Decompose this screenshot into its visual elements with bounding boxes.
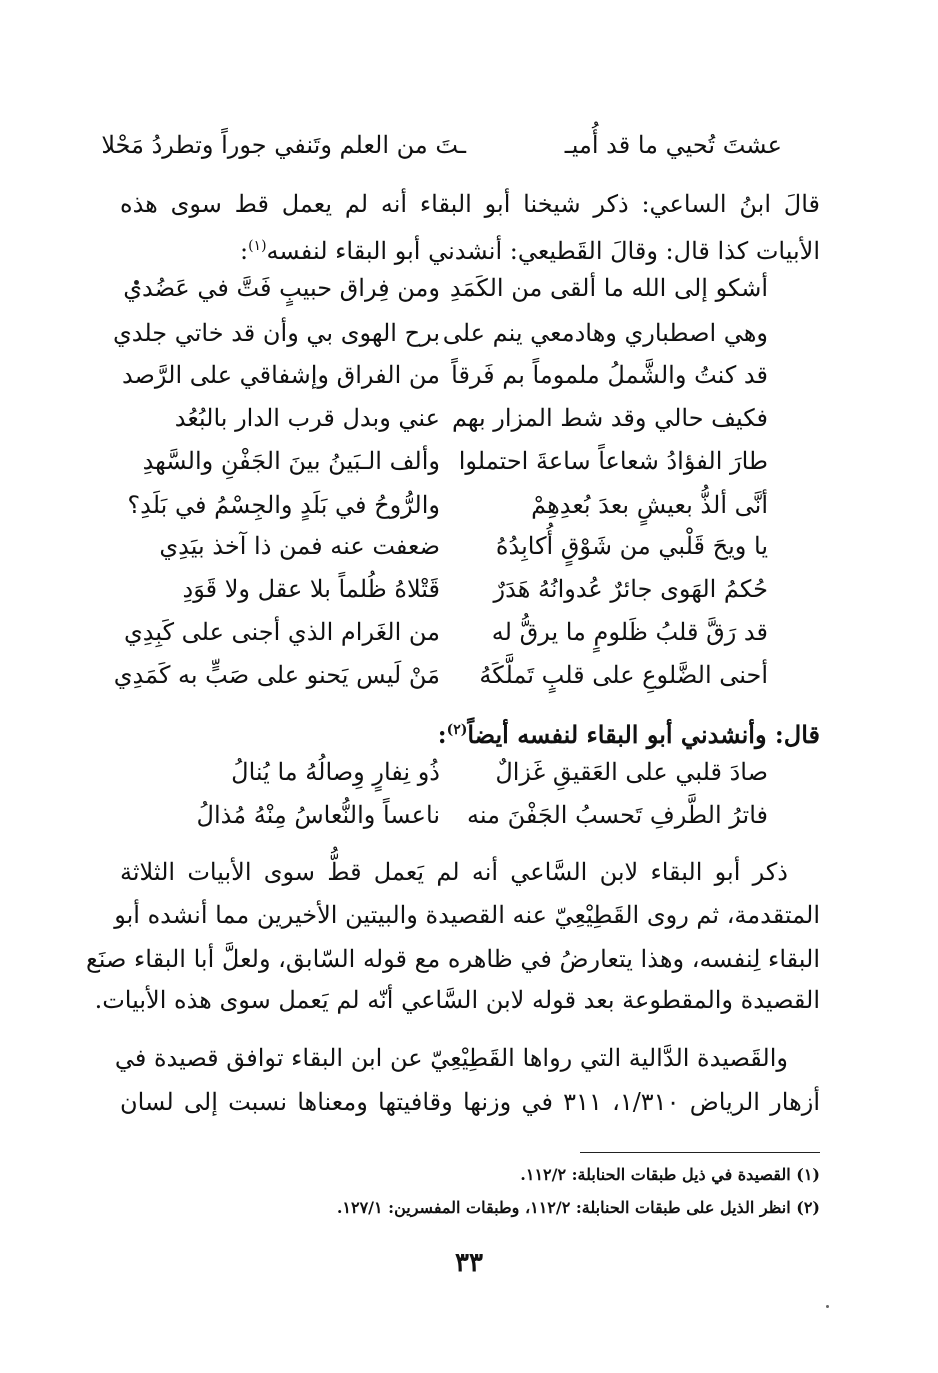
stray-speck: [826, 1305, 829, 1308]
footnote-separator: [580, 1152, 820, 1153]
para3-line4: القصيدة والمقطوعة بعد قوله لابن السَّاعي أنّه لم يَعمل سوى هذه الأبيات.: [94, 986, 820, 1014]
poem1-verse5-right: طارَ الفؤادُ شعاعاً ساعةَ احتملوا: [458, 447, 768, 475]
poem1-verse3-right: قد كنتُ والشَّملُ ملموماً بم فَرقاً: [451, 361, 768, 389]
poem1-verse10-left: مَنْ لَيس يَحنو على صَبٍّ به كَمَدِي: [113, 661, 440, 689]
para1-colon: :: [239, 237, 249, 265]
poem1-verse4-left: عني وبدل قرب الدار بالبُعُد: [174, 404, 440, 432]
poem1-verse7-right: يا ويحَ قَلْبي من شَوْقٍ أُكابِدُهُ: [495, 532, 768, 560]
poem2-verse2-right: فاترُ الطَّرفِ تَحسبُ الجَفْنَ منه: [466, 801, 768, 829]
poem1-verse3-left: من الفراق وإشفاقي على الرَّصد: [121, 361, 440, 389]
opening-verse-right: عشتَ تُحيي ما قد أُميـ: [564, 131, 782, 159]
poem1-verse4-right: فكيف حالي وقد شط المزار بهم: [451, 404, 768, 432]
footnote-1: (١) القصيدة في ذيل طبقات الحنابلة: ١١٢/٢.: [520, 1165, 820, 1184]
para2-colon: :: [437, 720, 447, 749]
para1-line2-text: الأبيات كذا قال: وقالَ القَطيعي: أنشدني أبو البقاء لنفسه: [266, 237, 820, 265]
para1-line1: قالَ ابنُ الساعي: ذكر شيخنا أبو البقاء أنه لم يعمل قط سوى هذه: [120, 190, 820, 218]
poem2-verse2-left: ناعساً والنُّعاسُ مِنْهُ مُذالُ: [196, 801, 440, 829]
para1-line2: [240, 226, 820, 271]
poem1-verse2-right: وهي اصطباري وهادمعي ينم على: [442, 319, 768, 347]
opening-verse-left: ـتَ من العلم وتَنفي جوراً وتطردُ مَحْلا: [101, 131, 466, 159]
poem1-verse8-right: حُكمُ الهَوى جائرٌ عُدوانُهُ هَدَرٌ: [493, 575, 768, 603]
poem1-verse9-left: من الغَرام الذي أجنى على كَبِدِي: [123, 618, 440, 646]
poem2-verse1-right: صادَ قلبي على العَقيقِ غَزالٌ: [495, 758, 768, 786]
poem1-verse8-left: قَتْلاهُ ظُلماً بلا عقل ولا قَوَدِ: [182, 575, 440, 603]
para2-line: [438, 710, 820, 755]
poem1-verse2-left: برح الهوى بي وأن قد خاتي جلدي: [112, 319, 440, 347]
poem1-verse6-right: أنَّى ألذُّ بعيشٍ بعدَ بُعدِهِمْ: [531, 491, 768, 519]
poem1-verse6-left: والرُّوحُ في بَلَدٍ والجِسْمُ في بَلَدِ؟: [127, 491, 440, 519]
para3-line2: المتقدمة، ثم روى القَطِيْعِيّ عنه القصيدة والبيتين الأخيرين مما أنشده أبو: [114, 901, 820, 929]
poem2-verse1-left: ذُو نِفارٍ وِصالُهُ ما يُنالُ: [231, 758, 440, 786]
para3-line3: البقاء لِنفسه، وهذا يتعارضُ في ظاهره مع قوله السّابق، ولعلَّ أبا البقاء صنَع: [85, 945, 820, 973]
footnote-2: (٢) انظر الذيل على طبقات الحنابلة: ١١٢/٢، وطبقات المفسرين: ١٢٧/١.: [336, 1198, 820, 1217]
poem1-verse1-right: أشكو إلى الله ما ألقى من الكَمَدِ: [449, 274, 768, 302]
poem1-verse1-left: ومن فِراق حبيبٍ فَتَّ في عَضُدي: [123, 274, 440, 302]
poem1-verse10-right: أحنى الضَّلوعِ على قلبٍ تَملَّكَهُ: [479, 661, 768, 689]
para4-line1: والقَصيدة الدَّالية التي رواها القَطِيْعِيّ عن ابن البقاء توافق قصيدة في: [114, 1044, 788, 1072]
para2-text: قال: وأنشدني أبو البقاء لنفسه أيضاً: [467, 720, 820, 749]
page-number: ٣٣: [455, 1248, 483, 1278]
footnote-ref-1[interactable]: (١): [248, 238, 267, 254]
para4-line2: أزهار الرياض ١/٣١٠، ٣١١ في وزنها وقافيتها ومعناها نسبت إلى لسان: [120, 1088, 820, 1116]
poem1-verse5-left: وألف الـبَينُ بينَ الجَفْنِ والسَّهدِ: [142, 447, 440, 475]
footnote-ref-2[interactable]: (٢): [446, 722, 468, 738]
para3-line1: ذكر أبو البقاء لابن السَّاعي أنه لم يَعمل قطُّ سوى الأبيات الثلاثة: [120, 858, 788, 886]
poem1-verse9-right: قد رَقَّ قلبُ ظَلومٍ ما يرقُّ له: [491, 618, 768, 646]
poem1-verse7-left: ضعفت عنه فمن ذا آخذ بيَدِي: [159, 532, 440, 560]
